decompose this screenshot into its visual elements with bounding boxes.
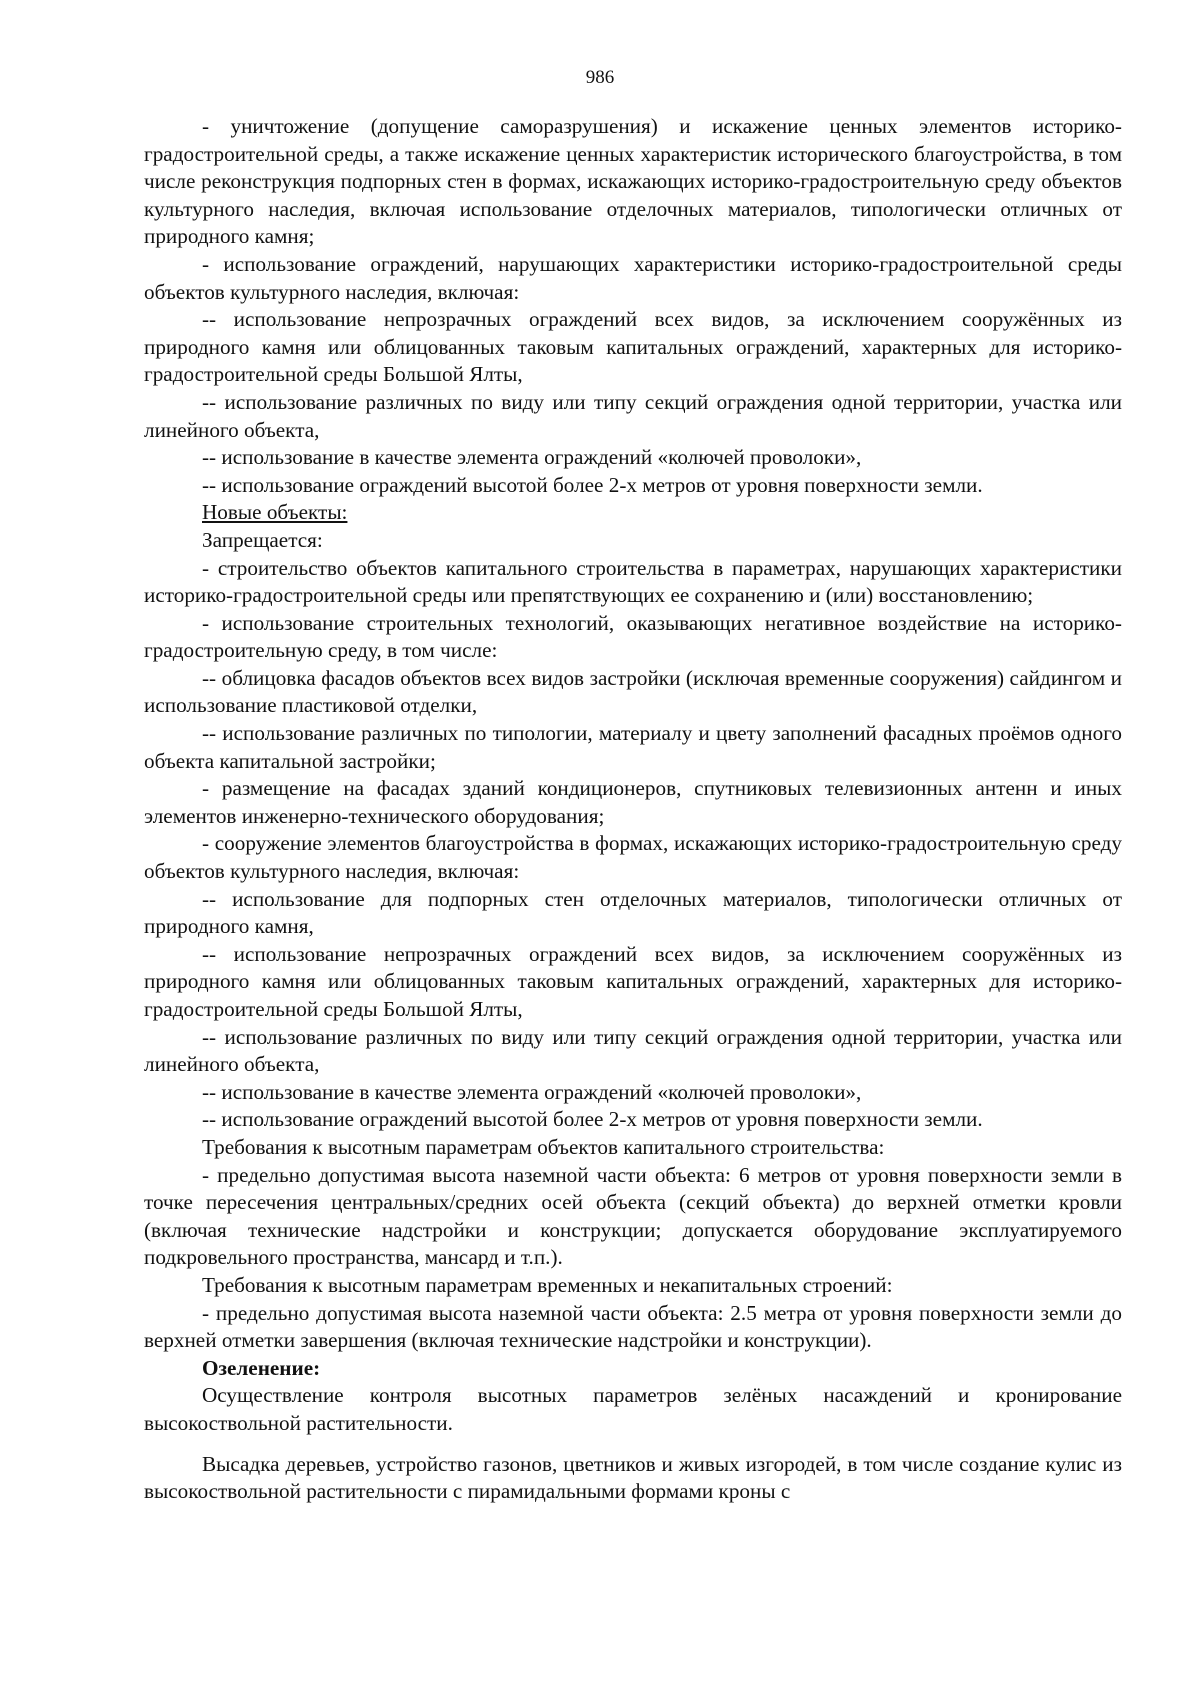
paragraph: Запрещается: (202, 527, 323, 552)
paragraph: - использование ограждений, нарушающих характеристики историко-градостроительной среды объектов культурного наследия, включая: (144, 251, 1122, 304)
paragraph: -- использование различных по типологии, материалу и цвету заполнений фасадных проёмов одного объекта капитальной застройки; (144, 721, 1122, 773)
paragraph: -- использование различных по виду или типу секций ограждения одной территории, участка или линейного объекта, (144, 1024, 1122, 1077)
paragraph: -- использование ограждений высотой более 2-х метров от уровня поверхности земли. (202, 1107, 983, 1132)
document-body (144, 113, 1122, 1506)
paragraph: Требования к высотным параметрам объектов капитального строительства: (202, 1134, 885, 1159)
paragraph: Осуществление контроля высотных параметров зелёных насаждений и кронирование высокоствольной растительности. (144, 1383, 1122, 1435)
section-heading-new-objects (144, 499, 1122, 527)
paragraph: Высадка деревьев, устройство газонов, цветников и живых изгородей, в том числе создание кулис из высокоствольной растительности с пирамидальными формами кроны с (144, 1451, 1122, 1504)
page-number: 986 (585, 67, 615, 88)
paragraph: - строительство объектов капитального строительства в параметрах, нарушающих характеристики историко-градостроительной среды или препятствующих ее сохранению и (или) восстановлению; (144, 555, 1122, 608)
paragraph: - размещение на фасадах зданий кондиционеров, спутниковых телевизионных антенн и иных элементов инженерно-технического оборудования; (144, 776, 1122, 828)
paragraph: -- использование непрозрачных ограждений всех видов, за исключением сооружённых из природного камня или облицованных таковым капитальных ограждений, характерных для историко-градостроительной среды Большой Ялты, (144, 941, 1122, 1021)
paragraph: - предельно допустимая высота наземной части объекта: 6 метров от уровня поверхности земли в точке пересечения центральных/средних осей объекта (секций объекта) до верхней отметки кровли (включая технические надстройки и конструкции; допускается оборудование эксплуатируемого подкровельного пространства, мансард и т.п.). (144, 1162, 1122, 1270)
paragraph: -- использование для подпорных стен отделочных материалов, типологически отличных от природного камня, (144, 886, 1122, 939)
paragraph: - уничтожение (допущение саморазрушения) и искажение ценных элементов историко-градостроительной среды, а также искажение ценных характеристик исторического благоустройства, в том числе реконструкция подпорных стен в формах, искажающих историко-градостроительную среду объектов культурного наследия, включая использование отделочных материалов, типологически отличных от природного камня; (144, 114, 1122, 249)
section-heading-text: Новые объекты: (202, 500, 348, 525)
paragraph: -- использование различных по виду или типу секций ограждения одной территории, участка или линейного объекта, (144, 389, 1122, 442)
paragraph: - использование строительных технологий, оказывающих негативное воздействие на историко-градостроительную среду, в том числе: (144, 610, 1122, 663)
paragraph: -- использование в качестве элемента ограждений «колючей проволоки», (202, 1079, 862, 1104)
paragraph: -- использование непрозрачных ограждений всех видов, за исключением сооружённых из природного камня или облицованных таковым капитальных ограждений, характерных для историко-градостроительной среды Большой Ялты, (144, 307, 1122, 387)
paragraph: - сооружение элементов благоустройства в формах, искажающих историко-градостроительную среду объектов культурного наследия, включая: (144, 831, 1122, 884)
paragraph: -- использование ограждений высотой более 2-х метров от уровня поверхности земли. (202, 472, 983, 497)
paragraph: - предельно допустимая высота наземной части объекта: 2.5 метра от уровня поверхности земли до верхней отметки завершения (включая технические надстройки и конструкции). (144, 1300, 1122, 1353)
paragraph: Требования к высотным параметрам временных и некапитальных строений: (202, 1272, 893, 1297)
paragraph: -- облицовка фасадов объектов всех видов застройки (исключая временные сооружения) сайдингом и использование пластиковой отделки, (144, 665, 1122, 718)
paragraph: -- использование в качестве элемента ограждений «колючей проволоки», (202, 445, 862, 470)
section-heading-greening: Озеленение: (202, 1355, 321, 1380)
